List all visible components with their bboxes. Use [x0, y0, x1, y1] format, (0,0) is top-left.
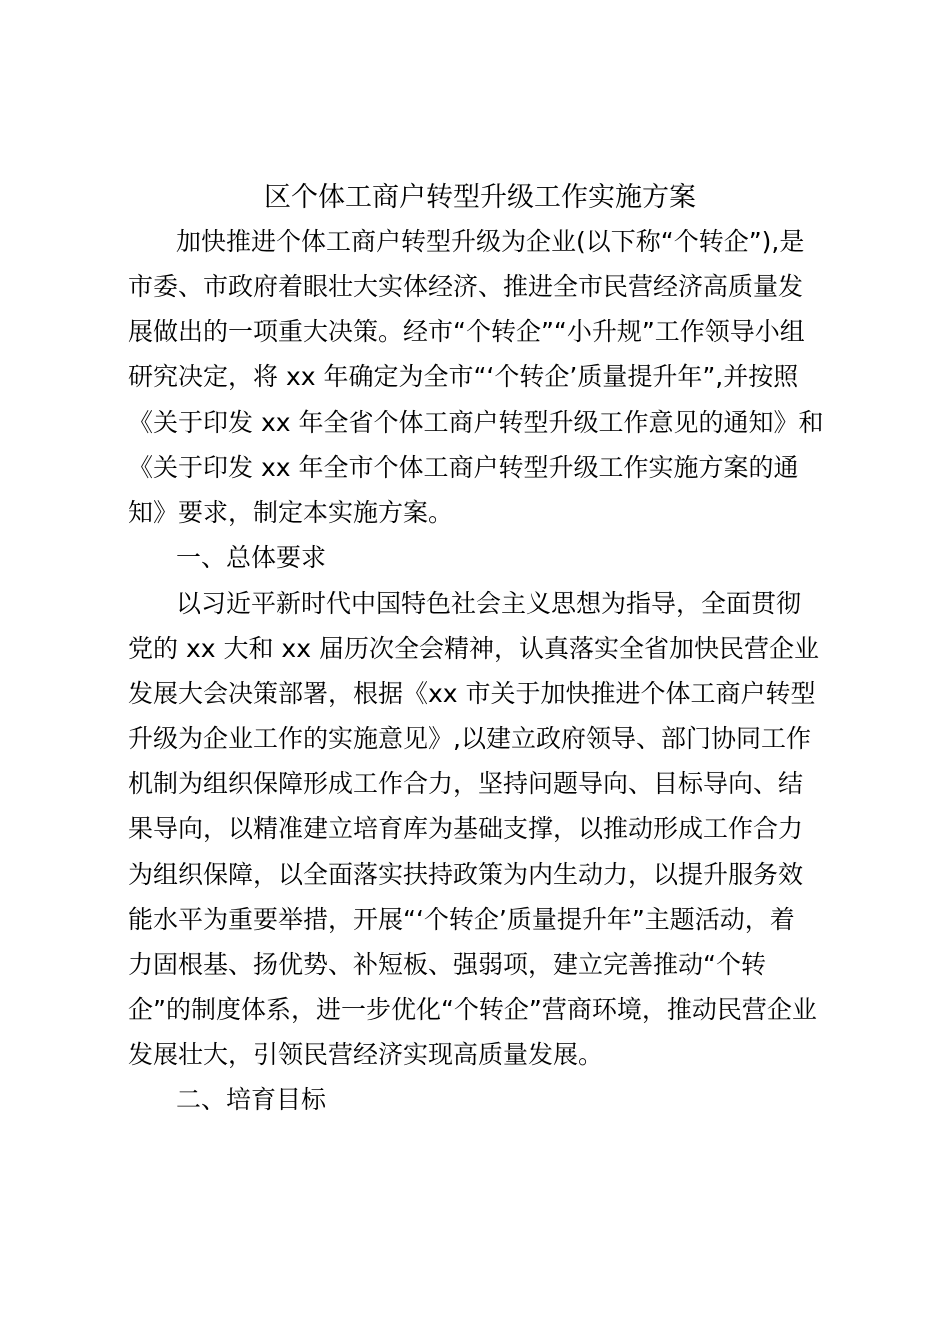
section-heading: 一、总体要求 [176, 543, 327, 572]
text-line: 市委、市政府着眼壮大实体经济、推进全市民营经济高质量发 [128, 272, 804, 301]
text-line: 研究决定，将 xx 年确定为全市“‘个转企’质量提升年”,并按照 [128, 362, 799, 391]
document-title: 区个体工商户转型升级工作实施方案 [264, 182, 696, 213]
text-line: 果导向，以精准建立培育库为基础支撑，以推动形成工作合力 [128, 814, 804, 843]
text-line: 企”的制度体系，进一步优化“个转企”营商环境，推动民营企业 [128, 995, 817, 1024]
text-line: 发展大会决策部署，根据《xx 市关于加快推进个体工商户转型 [128, 679, 816, 708]
text-line: 发展壮大，引领民营经济实现高质量发展。 [128, 1040, 604, 1069]
text-line: 能水平为重要举措，开展“‘个转企’质量提升年”主题活动，着 [128, 905, 795, 934]
text-line: 党的 xx 大和 xx 届历次全会精神，认真落实全省加快民营企业 [128, 634, 819, 663]
text-line: 以习近平新时代中国特色社会主义思想为指导，全面贯彻 [176, 589, 802, 618]
text-line: 展做出的一项重大决策。经市“个转企”“小升规”工作领导小组 [128, 317, 805, 346]
text-line: 《关于印发 xx 年全市个体工商户转型升级工作实施方案的通 [128, 453, 799, 482]
text-line: 知》要求，制定本实施方案。 [128, 498, 454, 527]
text-line: 加快推进个体工商户转型升级为企业(以下称“个转企”),是 [176, 227, 805, 256]
text-line: 机制为组织保障形成工作合力，坚持问题导向、目标导向、结 [128, 769, 804, 798]
section-heading: 二、培育目标 [176, 1085, 327, 1114]
text-line: 《关于印发 xx 年全省个体工商户转型升级工作意见的通知》和 [128, 408, 824, 437]
text-line: 为组织保障，以全面落实扶持政策为内生动力，以提升服务效 [128, 860, 804, 889]
text-line: 升级为企业工作的实施意见》,以建立政府领导、部门协同工作 [128, 724, 811, 753]
text-line: 力固根基、扬优势、补短板、强弱项，建立完善推动“个转 [128, 950, 766, 979]
